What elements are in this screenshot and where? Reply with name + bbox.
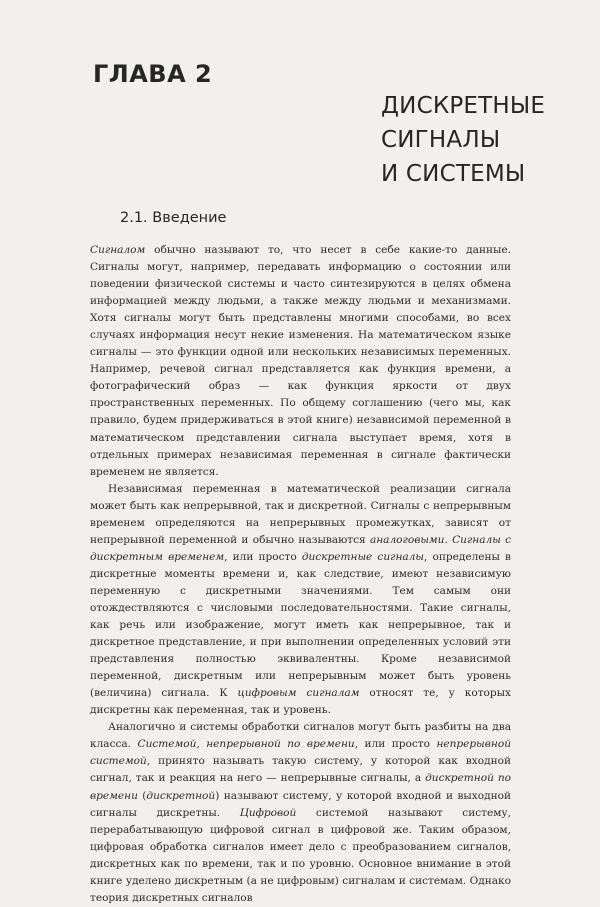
chapter-label: ГЛАВА 2: [93, 60, 213, 88]
paragraph: [90, 242, 511, 481]
text-run: обычно называют то, что несет в себе какие-то данные. Сигналы могут, например, передавать информацию о состоянии или поведении физической системы и часто синтезируются в целях обмена информацией между людьми, а также между людьми и механизмами. Хотя сигналы могут быть представлены многими способами, во всех случаях информация несут некие изменения. На математическом языке сигналы — это функции одной или нескольких независимых переменных. Например, речевой сигнал представляется как функция времени, а фотографический образ — как функция яркости от двух пространственных переменных. По общему соглашению (чего мы, как правило, будем придерживаться в этой книге) независимой переменной в математическом представлении сигнала выступает время, хотя в отдельных примерах независимая переменная в сигнале фактически временем не является.: [90, 244, 511, 478]
chapter-title: [381, 89, 545, 191]
text-run: относят те, у которых дискретны как переменная, так и уровень.: [90, 687, 511, 717]
text-run: , принято называть такую систему, у которой как входной сигнал, так и реакция на него — непрерывные сигналы, а: [90, 755, 511, 785]
term: непрерывной системой: [90, 738, 511, 768]
text-run: , или просто: [224, 550, 302, 563]
term: Цифровой: [239, 806, 297, 819]
term: дискретной: [146, 789, 216, 802]
paragraph: [90, 481, 511, 720]
term: цифровым сигналам: [237, 687, 360, 700]
text-run: (: [137, 789, 147, 802]
body-text: [90, 242, 511, 907]
term: дискретной по времени: [90, 772, 511, 802]
text-run: Независимая переменная в математической реализации сигнала может быть как непрерывной, так и дискретной. Сигналы с непрерывным временем определяются на непрерывных промежутках, зависят от непрерывной переменной и обычно называются: [90, 482, 511, 546]
section-heading: 2.1. Введение: [120, 210, 227, 226]
term: аналоговыми: [369, 533, 445, 546]
paragraph: [90, 719, 511, 907]
chapter-title-line: И СИСТЕМЫ: [381, 161, 526, 187]
text-run: системой называют систему, перерабатывающую цифровой сигнал в цифровой же. Таким образом, цифровая обработка сигналов имеет дело с преобразованием сигналов, дискретных как по времени, так и по уровню. Основное внимание в этой книге уделено дискретным (а не цифровым) сигналам и системам. Однако теория дискретных сигналов: [90, 806, 511, 904]
term: Сигналом: [90, 244, 146, 256]
text-run: Аналогично и системы обработки сигналов могут быть разбиты на два класса.: [90, 721, 511, 751]
term: Сигналы с дискретным временем: [90, 533, 511, 563]
term: дискретные сигналы: [301, 550, 424, 563]
text-run: ) называют систему, у которой входной и выходной сигналы дискретны.: [90, 789, 511, 819]
chapter-title-line: ДИСКРЕТНЫЕ: [381, 93, 546, 119]
text-run: .: [444, 533, 453, 546]
term: Системой, непрерывной по времени: [137, 738, 355, 751]
chapter-title-line: СИГНАЛЫ: [381, 127, 501, 153]
text-run: , определены в дискретные моменты времени и, как следствие, имеют независимую переменную с дискретными значениями. Тем самым они отождествляются с числовыми последовательностями. Такие сигналы, как речь или изображение, могут иметь как непрерывное, так и дискретное представление, и при выполнении определенных условий эти представления полностью эквивалентны. Кроме независимой переменной, дискретным или непрерывным может быть уровень (величина) сигнала. К: [90, 550, 511, 700]
text-run: , или просто: [354, 738, 437, 751]
